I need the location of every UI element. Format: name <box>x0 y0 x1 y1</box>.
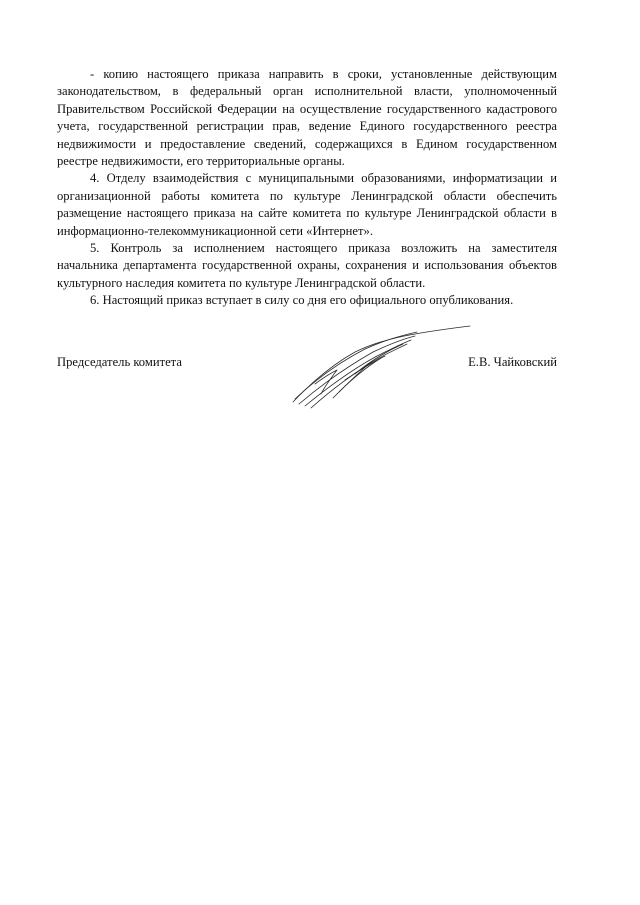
paragraph-4-publication: 4. Отделу взаимодействия с муниципальными образованиями, информатизации и организационной работы комитета по культуре Ленинградской области обеспечить размещение настоящего приказа на сайте комитета по культуре Ленинградской области в информационно-телекоммуникационной сети «Интернет». <box>57 171 557 238</box>
signature-block <box>57 354 557 378</box>
paragraph-5-control: 5. Контроль за исполнением настоящего приказа возложить на заместителя начальника департамента государственной охраны, сохранения и использования объектов культурного наследия комитета по культуре Ленинградской области. <box>57 241 557 290</box>
paragraph-6-effective-date: 6. Настоящий приказ вступает в силу со дня его официального опубликования. <box>90 293 514 308</box>
paragraph-send-copy: - копию настоящего приказа направить в сроки, установленные действующим законодательством, в федеральный орган исполнительной власти, уполномоченный Правительством Российской Федерации на осуществление государственного кадастрового учета, государственной регистрации прав, ведение Единого государственного реестра недвижимости и предоставление сведений, содержащихся в Едином государственном реестре недвижимости, его территориальные органы. <box>57 67 557 169</box>
document-body <box>57 66 557 310</box>
signer-name: Е.В. Чайковский <box>468 355 557 369</box>
signer-position: Председатель комитета <box>57 355 182 369</box>
